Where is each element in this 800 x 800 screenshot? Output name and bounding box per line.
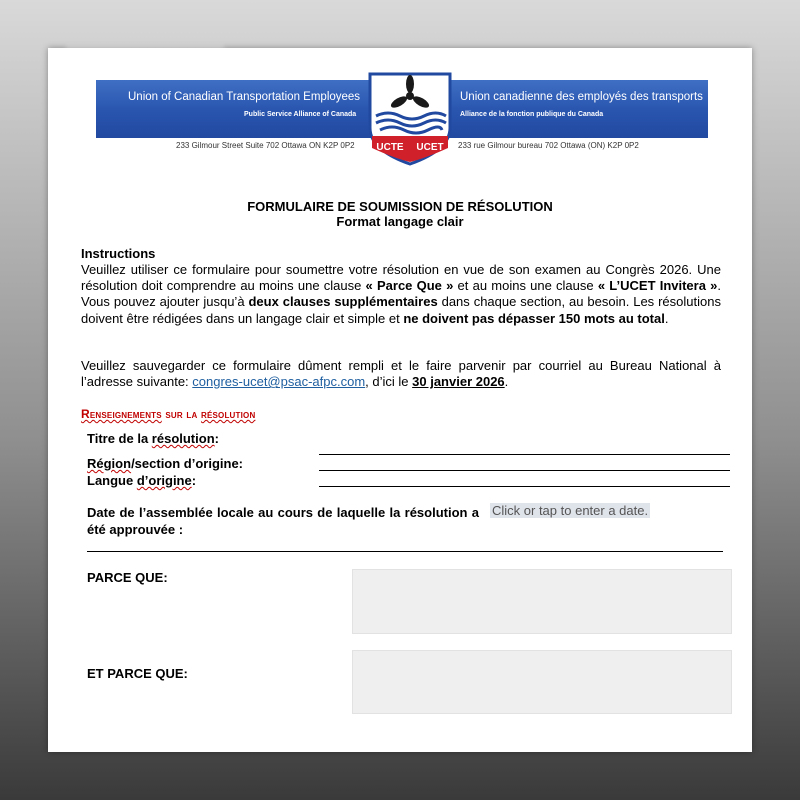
- language-input-line[interactable]: [319, 486, 730, 487]
- section-heading: Renseignements sur la résolution: [81, 407, 256, 421]
- region-label: Région/section d’origine:: [87, 456, 244, 471]
- org-sub-en: Public Service Alliance of Canada: [244, 111, 357, 118]
- language-label: Langue d’origine:: [87, 473, 197, 488]
- svg-text:UCTE: UCTE: [376, 142, 404, 153]
- region-input-line[interactable]: [319, 470, 730, 471]
- et-parce-que-label: ET PARCE QUE:: [87, 666, 188, 681]
- parce-que-label: PARCE QUE:: [87, 570, 168, 585]
- org-sub-fr: Alliance de la fonction publique du Canada: [460, 111, 604, 118]
- form-subtitle: Format langage clair: [336, 214, 464, 229]
- email-link[interactable]: congres-ucet@psac-afpc.com: [192, 374, 366, 390]
- form-title: FORMULAIRE DE SOUMISSION DE RÉSOLUTION: [247, 199, 553, 214]
- svg-text:UCET: UCET: [416, 142, 444, 153]
- ucte-ucet-logo: [366, 70, 454, 166]
- instructions-heading: Instructions: [81, 246, 156, 261]
- et-parce-que-input[interactable]: [352, 650, 732, 714]
- title-label: Titre de la résolution:: [87, 431, 219, 446]
- document-page: [48, 48, 752, 752]
- org-name-en: Union of Canadian Transportation Employees: [128, 91, 361, 103]
- date-picker-field[interactable]: Click or tap to enter a date.: [492, 503, 649, 518]
- meeting-date-label: Date de l’assemblée locale au cours de laquelle la résolution a été approuvée :: [87, 505, 479, 537]
- address-en: 233 Gilmour Street Suite 702 Ottawa ON K2P 0P2: [176, 141, 355, 150]
- title-input-line[interactable]: [319, 454, 730, 455]
- org-name-fr: Union canadienne des employés des transports: [460, 91, 703, 103]
- date-separator-line: [87, 551, 723, 552]
- submission-paragraph: Veuillez sauvegarder ce formulaire dûment rempli et le faire parvenir par courriel au Bureau National à l’adresse suivante: congres-ucet@psac-afpc.com, d’ici le 30 janvier 2026.: [81, 358, 721, 390]
- deadline-date: 30 janvier 2026: [412, 374, 505, 390]
- address-fr: 233 rue Gilmour bureau 702 Ottawa (ON) K2P 0P2: [458, 141, 639, 150]
- parce-que-input[interactable]: [352, 569, 732, 634]
- instructions-paragraph: Veuillez utiliser ce formulaire pour soumettre votre résolution en vue de son examen au Congrès 2026. Une résolution doit comprendre au moins une clause « Parce Que » et au moins une clause « L’UCET Invitera ». Vous pouvez ajouter jusqu’à deux clauses supplémentaires dans chaque section, au besoin. Les résolutions doivent être rédigées dans un langage clair et simple et ne doivent pas dépasser 150 mots au total.: [81, 262, 722, 326]
